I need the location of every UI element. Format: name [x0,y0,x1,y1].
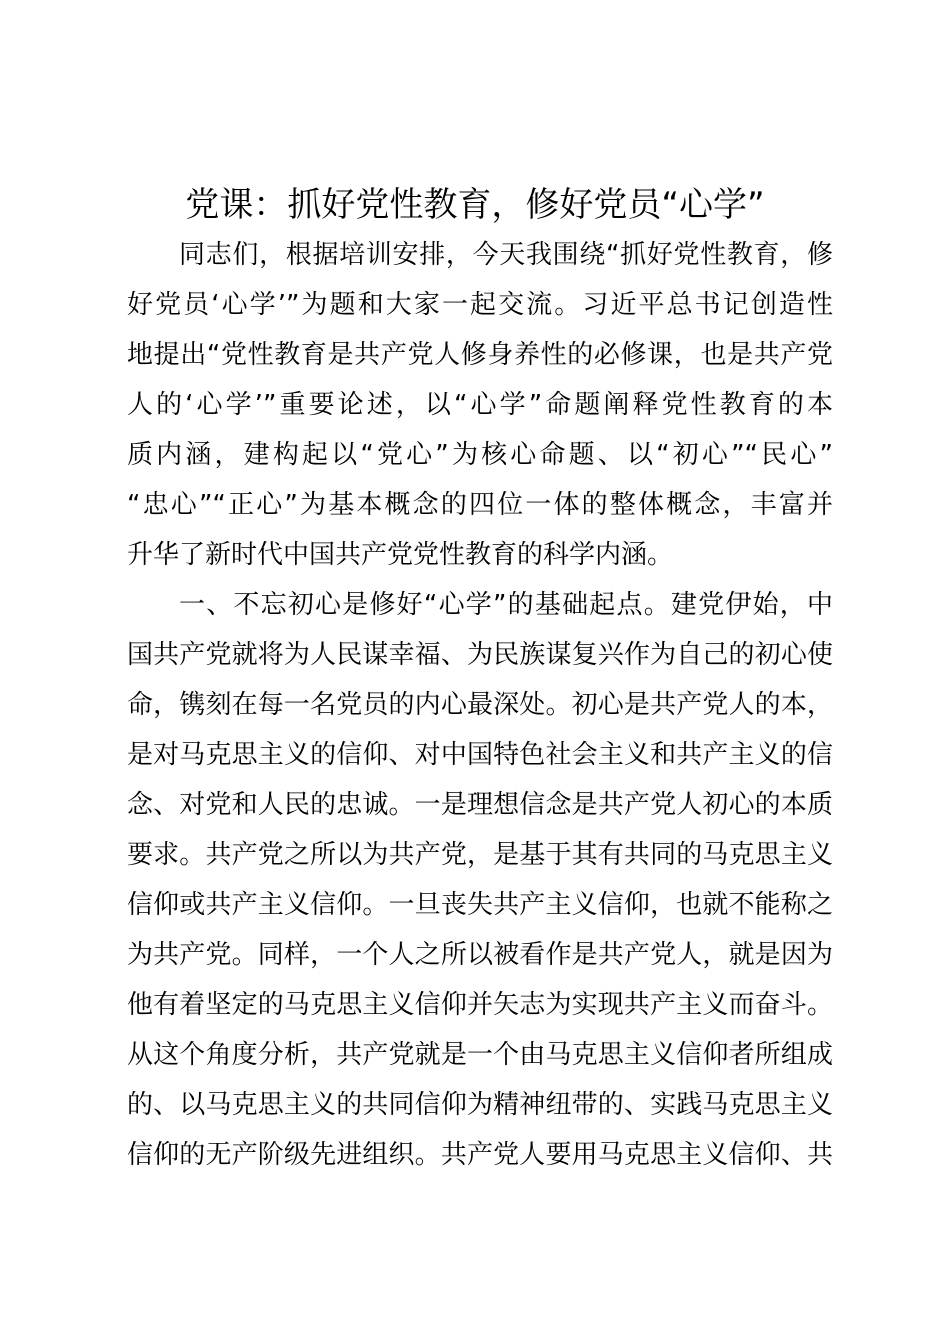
text-line: 升华了新时代中国共产党党性教育的科学内涵。 [127,540,674,570]
text-line: 命，镌刻在每一名党员的内心最深处。初心是共产党人的本， [127,690,833,720]
text-line: 地提出“党性教育是共产党人修身养性的必修课，也是共产党 [127,340,833,370]
text-line: 他有着坚定的马克思主义信仰并矢志为实现共产主义而奋斗。 [127,990,833,1020]
text-line: 为共产党。同样，一个人之所以被看作是共产党人，就是因为 [127,940,833,970]
text-line: 同志们，根据培训安排，今天我围绕“抓好党性教育，修 [179,240,833,270]
text-line: 要求。共产党之所以为共产党，是基于其有共同的马克思主义 [127,840,833,870]
paragraph-section-one [127,580,833,1180]
text-line: 信仰或共产主义信仰。一旦丧失共产主义信仰，也就不能称之 [127,890,833,920]
text-line: 人的‘心学’”重要论述，以“心学”命题阐释党性教育的本 [127,390,833,420]
text-line: 好党员‘心学’”为题和大家一起交流。习近平总书记创造性 [127,290,833,320]
text-line: 一、不忘初心是修好“心学”的基础起点。建党伊始，中 [179,590,833,620]
document-title: 党课：抓好党性教育，修好党员“心学” [185,185,765,225]
text-line: 质内涵，建构起以“党心”为核心命题、以“初心”“民心” [127,440,833,470]
text-line: 信仰的无产阶级先进组织。共产党人要用马克思主义信仰、共 [127,1140,833,1170]
paragraph-intro [127,230,833,580]
text-line: 从这个角度分析，共产党就是一个由马克思主义信仰者所组成 [127,1040,833,1070]
text-line: 是对马克思主义的信仰、对中国特色社会主义和共产主义的信 [127,740,833,770]
text-line: 的、以马克思主义的共同信仰为精神纽带的、实践马克思主义 [127,1090,833,1120]
text-line: 国共产党就将为人民谋幸福、为民族谋复兴作为自己的初心使 [127,640,833,670]
text-line: “忠心”“正心”为基本概念的四位一体的整体概念，丰富并 [127,490,833,520]
text-line: 念、对党和人民的忠诚。一是理想信念是共产党人初心的本质 [127,790,833,820]
